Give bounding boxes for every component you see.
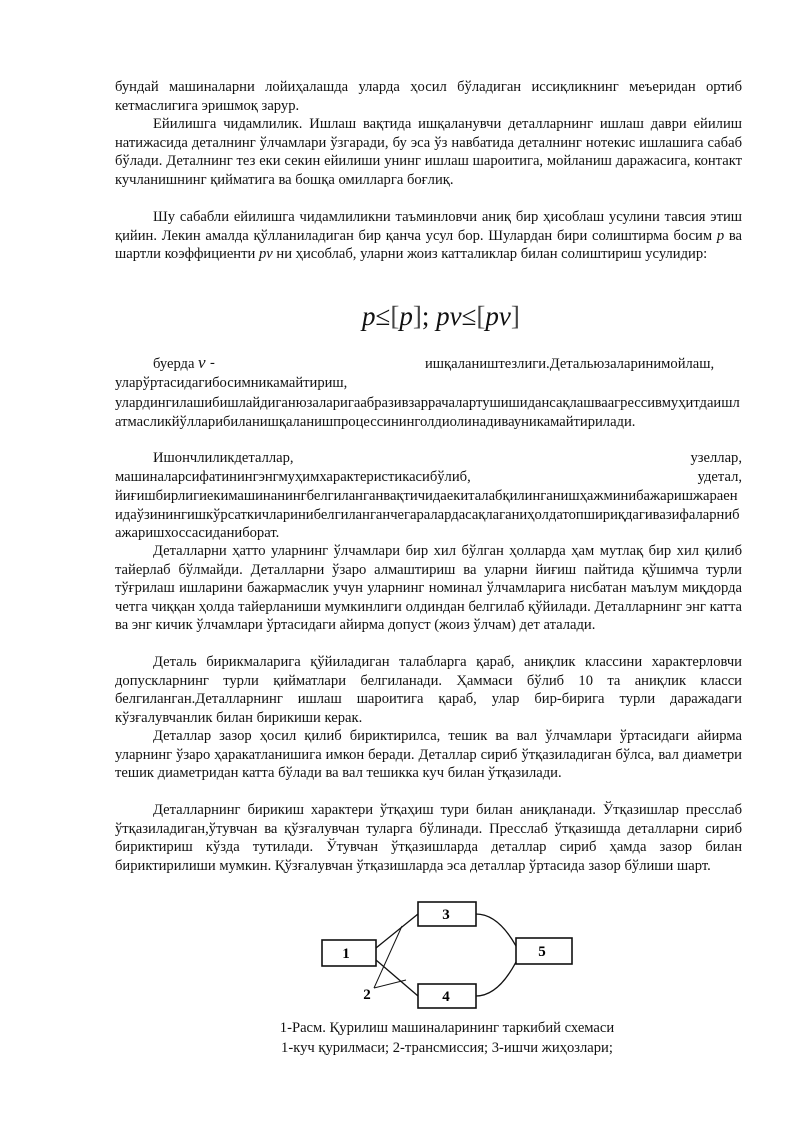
text-fragment: ва шартли коэффициенти: [115, 227, 742, 262]
paragraph-reliability: йиғишбирлигиекимашинанингбелгиланганвақтичидаекиталабқилинганишҳажминибажаришжараенидаўзинингишкўрсаткичларинибелгиланганчегаралардасақлаганиҳолдатопшириқдагивазифаларнибажаришхоссасиданиборат.: [115, 488, 740, 541]
text-fragment: уларўртасидагибосимникамайтириш,: [115, 375, 348, 391]
block-1-label: 1: [342, 946, 350, 962]
symbol-p: p: [716, 227, 725, 244]
connector-line: [376, 960, 418, 996]
text-fragment: Шу сабабли ейилишга чидамлиликни таъминловчи аниқ бир ҳисоблаш усулини тавсия этиш қийин. Лекин амалда қўлланиладиган бир қанча усул бор. Шулардан бири солиштирма босим: [115, 209, 742, 244]
formula-bracket: [: [476, 301, 486, 331]
formula-le: ≤: [461, 301, 477, 331]
formula-bracket: ]: [510, 301, 520, 331]
pointer-line: [374, 980, 406, 988]
text-fragment: узеллар,: [690, 450, 742, 466]
connector-line: [376, 914, 418, 948]
figure-caption-title: 1-Расм. Қурилиш машиналарининг таркибий схемаси: [279, 1020, 615, 1036]
text-fragment: ни ҳисоблаб, уларни жоиз катталиклар билан солиштириш усулидир:: [272, 246, 708, 262]
formula-bracket: ]: [412, 301, 422, 331]
text-fragment: удетал,: [697, 469, 742, 485]
paragraph-fit-types: Деталларнинг бирикиш характери ўтқаҳиш тури билан аниқланади. Ўтқазишлар пресслаб ўтқазиладиган,ўтувчан ва қўзғалувчан туларга бўлинади. Пресслаб ўтқазишда деталларни сириб бириктириш кўзда тутилади. Ўтувчан ўтқазишларда деталлар сириб ҳамда зазор билан бириктирилиши мумкин. Қўзғалувчан ўтқазишларда эса деталлар ўртасида зазор бўлиши шарт.: [115, 802, 742, 874]
wear-formula: [362, 301, 520, 332]
text-fragment: буерда: [153, 356, 195, 372]
formula-le: ≤: [375, 301, 391, 331]
paragraph-lubrication: улардингилашибишлайдиганюзаларигаабразивзаррачалартушишидансақлашваагрессивмуҳитдаишлатмасликйўлларибиланишқаланишпроцессининголдиолинадивауникамайтирилади.: [115, 395, 740, 430]
paragraph-clearance: Деталлар зазор ҳосил қилиб бириктирилса, тешик ва вал ўлчамлари ўртасидаги айирма уларнинг ўзаро ҳаракатланишига имкон беради. Деталлар сириб ўтқазиладиган бўлса, вал диаметри тешик диаметридан катта бўлади ва вал тешикка куч билан ўтқазилади.: [115, 728, 742, 781]
connector-line: [476, 962, 516, 996]
text-fragment: машиналарсифатинингэнгмуҳимхарактеристикасибўлиб,: [115, 469, 471, 485]
text-fragment: -: [210, 355, 215, 371]
formula-pv: pv: [436, 301, 462, 331]
block-4-label: 4: [442, 989, 450, 1005]
figure-caption-legend: 1-куч қурилмаси; 2-трансмиссия; 3-ишчи жиҳозлари;: [281, 1040, 613, 1056]
formula-bracket: [: [390, 301, 400, 331]
block-3-label: 3: [442, 907, 450, 923]
formula-p: p: [362, 301, 376, 331]
symbol-pv: pv: [258, 246, 273, 262]
paragraph-tolerance: Деталларни ҳатто уларнинг ўлчамлари бир хил бўлган ҳолларда ҳам мутлақ бир хил қилиб тайерлаб бўлмайди. Деталларни ўзаро алмаштириш ва уларни йиғиш пайтида қўшимча турли тўғрилаш ишларини бажармаслик учун уларнинг номинал ўлчамларига нисбатан маълум миқдорда четга чиққан ҳолда тайерланиши мумкинлиги олдиндан белгилаб қўйилади. Деталларнинг энг катта ва энг кичик ўлчамлари ўртасидаги айирма допуст (жоиз ўлчам) дет аталади.: [115, 543, 742, 633]
block-5-label: 5: [538, 944, 546, 960]
connector-line: [476, 914, 516, 946]
paragraph-wear-resistance: Ейилишга чидамлилик. Ишлаш вақтида ишқаланувчи деталларнинг ишлаш даври ейилиш натижасида деталнинг ўлчамлари ўзгаради, бу эса ўз навбатида деталнинг нотекис ишлашига сабаб бўлади. Деталнинг тез еки секин ейилиши унинг ишлаш шароитига, мойланиш даражасига, контакт кучланишнинг қийматига ва бошқа омилларга боғлиқ.: [115, 116, 742, 188]
formula-separator: ;: [421, 301, 437, 331]
transmission-label: 2: [363, 987, 371, 1003]
symbol-nu: ν: [198, 353, 206, 372]
paragraph-heat-intro: бундай машиналарни лойиҳалашда уларда ҳосил бўладиган иссиқликнинг меъеридан ортиб кетмаслигига эришмоқ зарур.: [115, 79, 742, 114]
paragraph-accuracy-class: Деталь бирикмаларига қўйиладиган талабларга қараб, аниқлик классини характерловчи допускларнинг турли қийматлари белгиланади. Ҳаммаси бўлиб 10 та аниқлик класси белгиланган.Деталларнинг ишлаш шароитига қараб, улар бир-бирига турли даражадаги кўзғалувчанлик билан бирикиши керак.: [115, 654, 742, 726]
paragraph-calculation-method: [115, 208, 742, 264]
text-fragment: ишқалаништезлиги.Детальюзаларинимойлаш,: [425, 356, 715, 372]
machine-structure-diagram: [318, 898, 578, 1018]
text-fragment: Ишончлиликдеталлар,: [153, 450, 294, 466]
formula-pv-allowed: pv: [485, 301, 511, 331]
formula-p-allowed: p: [399, 301, 413, 331]
